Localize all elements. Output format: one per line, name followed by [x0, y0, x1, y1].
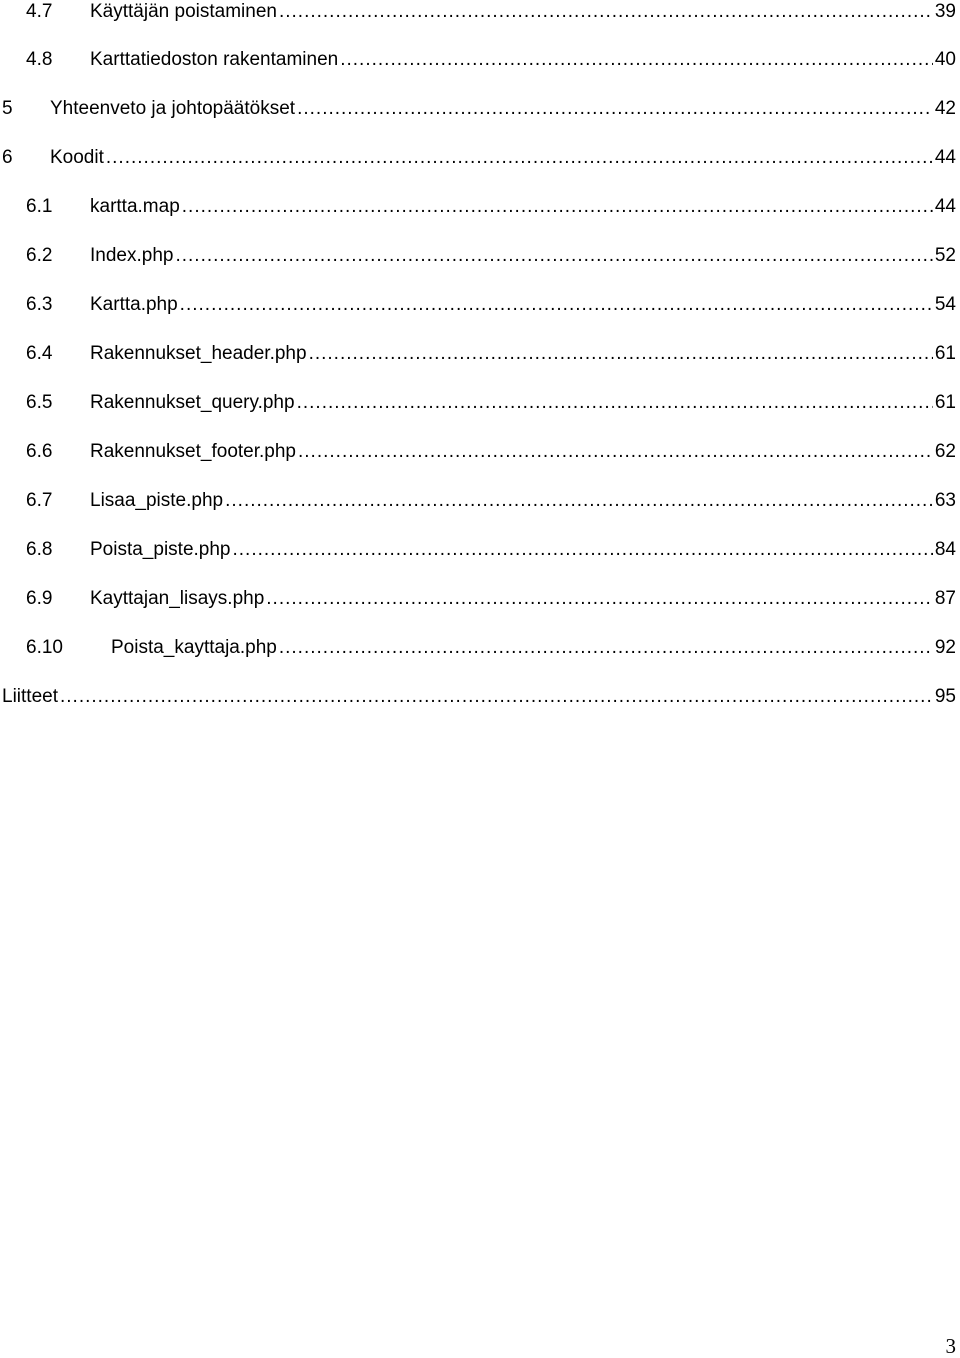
toc-entry-number: 5 — [2, 98, 13, 119]
toc-entry-number: 6.2 — [26, 245, 53, 266]
toc-entry-title: Poista_piste.php — [90, 539, 231, 560]
toc-entry-number: 6.5 — [26, 392, 53, 413]
toc-dot-leader — [225, 489, 933, 513]
toc-dot-leader — [279, 0, 933, 24]
toc-entry[interactable] — [0, 146, 960, 176]
toc-entry-title: Kartta.php — [90, 294, 178, 315]
toc-dot-leader — [309, 342, 933, 366]
toc-entry-page: 84 — [934, 539, 956, 560]
toc-entry-page: 61 — [934, 392, 956, 413]
toc-entry-title: Lisaa_piste.php — [90, 490, 224, 511]
toc-entry-page: 63 — [934, 490, 956, 511]
toc-entry[interactable] — [0, 489, 960, 519]
toc-dot-leader — [279, 636, 933, 660]
toc-entry-number: 6.3 — [26, 294, 53, 315]
toc-entry[interactable] — [0, 636, 960, 666]
toc-dot-leader — [297, 391, 933, 415]
toc-entry[interactable] — [0, 195, 960, 225]
toc-entry[interactable] — [0, 244, 960, 274]
toc-entry-page: 95 — [934, 686, 956, 707]
toc-entry-title: Poista_kayttaja.php — [111, 637, 277, 658]
toc-entry-title: Kayttajan_lisays.php — [90, 588, 265, 609]
toc-entry-number: 6.6 — [26, 441, 53, 462]
toc-entry[interactable] — [0, 342, 960, 372]
toc-dot-leader — [298, 440, 933, 464]
toc-entry-page: 40 — [934, 49, 956, 70]
toc-dot-leader — [297, 97, 933, 121]
toc-entry[interactable] — [0, 0, 960, 30]
toc-entry-number: 4.7 — [26, 1, 53, 22]
toc-entry-page: 52 — [934, 245, 956, 266]
toc-dot-leader — [106, 146, 933, 170]
toc-entry-number: 6 — [2, 147, 13, 168]
toc-entry-page: 44 — [934, 196, 956, 217]
toc-entry-number: 6.10 — [26, 637, 63, 658]
toc-entry-page: 62 — [934, 441, 956, 462]
toc-entry-number: 6.8 — [26, 539, 53, 560]
toc-entry-number: 6.7 — [26, 490, 53, 511]
toc-entry-title: Index.php — [90, 245, 174, 266]
toc-entry-title: Rakennukset_footer.php — [90, 441, 296, 462]
toc-dot-leader — [60, 685, 933, 709]
toc-entry[interactable] — [0, 685, 960, 715]
toc-entry-title: Yhteenveto ja johtopäätökset — [50, 98, 296, 119]
toc-entry[interactable] — [0, 48, 960, 78]
toc-entry-page: 44 — [934, 147, 956, 168]
toc-dot-leader — [266, 587, 933, 611]
toc-entry-page: 61 — [934, 343, 956, 364]
toc-entry-page: 92 — [934, 637, 956, 658]
toc-entry-number: 6.1 — [26, 196, 53, 217]
toc-entry[interactable] — [0, 587, 960, 617]
toc-entry-title: Rakennukset_query.php — [90, 392, 295, 413]
toc-entry-title: Koodit — [50, 147, 104, 168]
toc-entry-title: kartta.map — [90, 196, 180, 217]
toc-entry-page: 39 — [934, 1, 956, 22]
toc-entry[interactable] — [0, 293, 960, 323]
toc-entry[interactable] — [0, 97, 960, 127]
toc-entry[interactable] — [0, 391, 960, 421]
toc-entry-title: Käyttäjän poistaminen — [90, 1, 277, 22]
toc-entry[interactable] — [0, 440, 960, 470]
toc-entry-number: 4.8 — [26, 49, 53, 70]
toc-entry-page: 54 — [934, 294, 956, 315]
toc-entry-title: Rakennukset_header.php — [90, 343, 307, 364]
toc-entry[interactable] — [0, 538, 960, 568]
toc-entry-title: Karttatiedoston rakentaminen — [90, 49, 339, 70]
toc-entry-page: 87 — [934, 588, 956, 609]
toc-dot-leader — [182, 195, 933, 219]
toc-dot-leader — [175, 244, 932, 268]
toc-dot-leader — [180, 293, 933, 317]
toc-dot-leader — [340, 48, 933, 72]
toc-entry-number: 6.4 — [26, 343, 53, 364]
page-number: 3 — [945, 1334, 956, 1358]
toc-entry-number: 6.9 — [26, 588, 53, 609]
toc-entry-title: Liitteet — [2, 686, 58, 707]
toc-dot-leader — [233, 538, 933, 562]
toc-entry-page: 42 — [934, 98, 956, 119]
